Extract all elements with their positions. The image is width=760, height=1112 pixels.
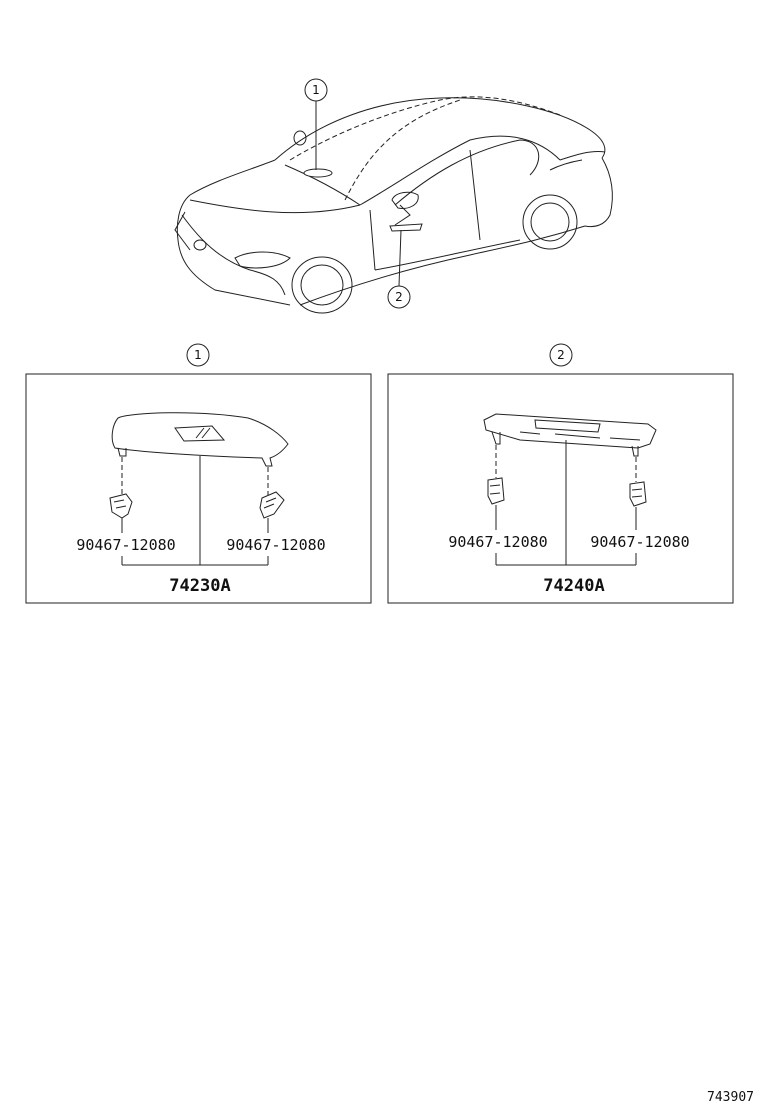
panel-1-frame	[26, 374, 371, 603]
panel-2	[388, 344, 733, 603]
panel-1-right-part-number: 90467-12080	[226, 536, 326, 554]
clip-left-part	[110, 494, 132, 518]
clip-right-part-2	[630, 482, 646, 506]
overhead-lamp-location	[304, 169, 332, 177]
svg-text:2: 2	[557, 348, 565, 362]
car-illustration	[175, 97, 612, 313]
panel-2-frame	[388, 374, 733, 603]
panel-2-right-part-number: 90467-12080	[590, 533, 690, 551]
panel-2-main-part-number: 74240A	[543, 576, 605, 596]
svg-text:1: 1	[312, 83, 320, 97]
panel-1	[26, 344, 371, 603]
panel-2-left-part-number: 90467-12080	[448, 533, 548, 551]
door-switch-location	[390, 224, 422, 231]
front-wheel	[292, 257, 352, 313]
panel-1-left-part-number: 90467-12080	[76, 536, 176, 554]
panel-1-main-part-number: 74230A	[169, 576, 231, 596]
overview-callout-2	[388, 230, 410, 308]
figure-number: 743907	[707, 1090, 754, 1105]
overview-callout-1	[305, 79, 327, 170]
door-switch-panel-part	[484, 414, 656, 448]
clip-left-part-2	[488, 478, 504, 504]
rear-wheel	[523, 195, 577, 249]
svg-text:2: 2	[395, 290, 403, 304]
svg-text:1: 1	[194, 348, 202, 362]
